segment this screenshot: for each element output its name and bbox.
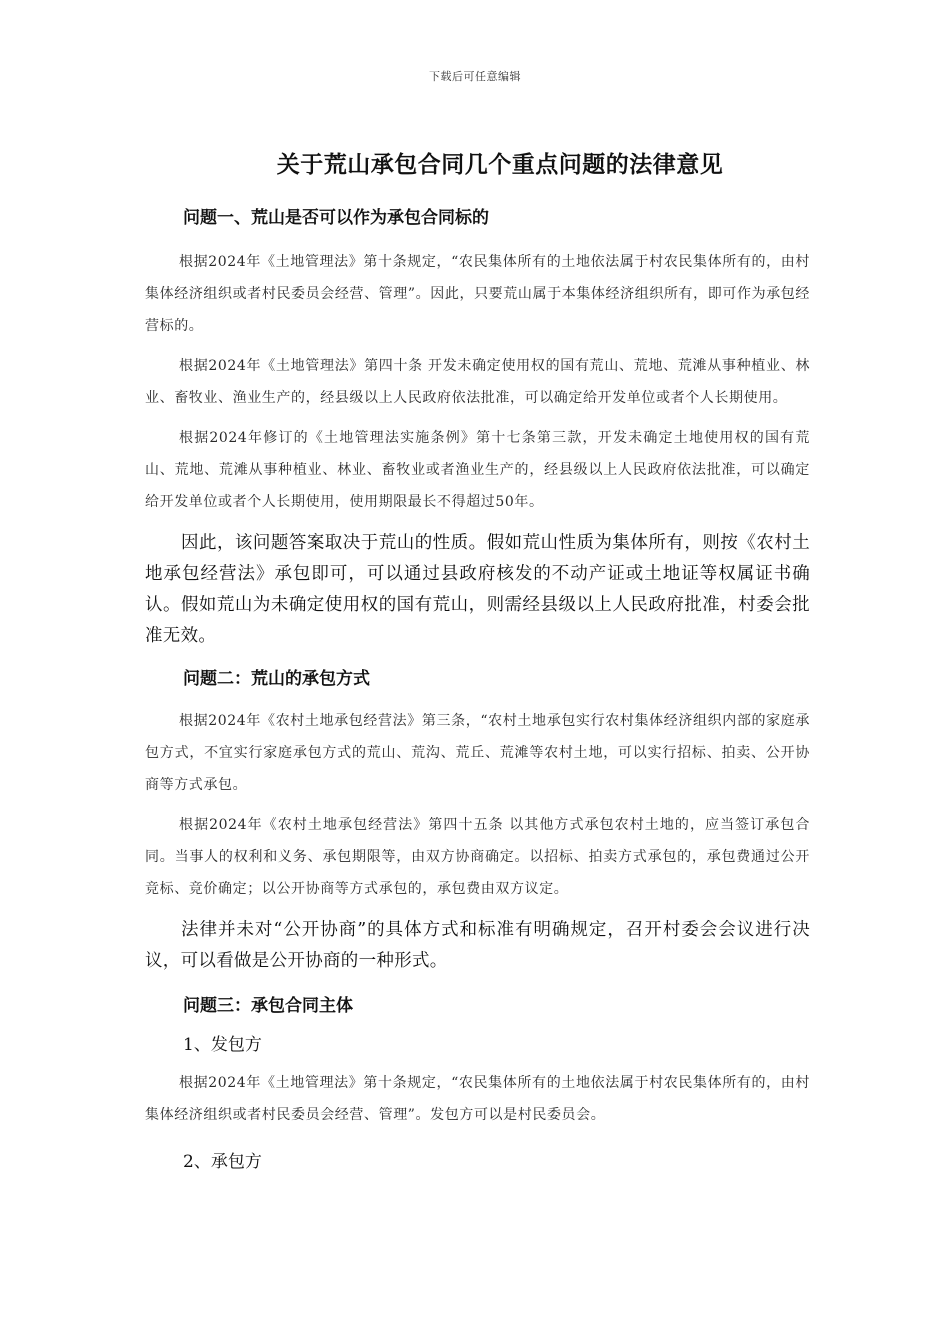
document-title: 关于荒山承包合同几个重点问题的法律意见 xyxy=(276,151,724,178)
page-header-note: 下载后可任意编辑 xyxy=(429,70,521,83)
section-heading-q1: 问题一、荒山是否可以作为承包合同标的 xyxy=(183,208,489,228)
paragraph: 根据2024年《土地管理法》第十条规定，“农民集体所有的土地依法属于村农民集体所有的，由村集体经济组织或者村民委员会经营、管理”。因此，只要荒山属于本集体经济组织所有，即可作为承包经营标的。 xyxy=(145,254,810,334)
section-heading-q2: 问题二：荒山的承包方式 xyxy=(183,669,370,689)
conclusion-paragraph: 法律并未对“公开协商”的具体方式和标准有明确规定，召开村委会会议进行决议，可以看做是公开协商的一种形式。 xyxy=(145,920,810,971)
paragraph: 根据2024年《农村土地承包经营法》第四十五条 以其他方式承包农村土地的，应当签订承包合同。当事人的权利和义务、承包期限等，由双方协商确定。以招标、拍卖方式承包的，承包费通过公开竞标、竞价确定；以公开协商等方式承包的，承包费由双方议定。 xyxy=(145,817,810,897)
conclusion-paragraph: 因此，该问题答案取决于荒山的性质。假如荒山性质为集体所有，则按《农村土地承包经营法》承包即可，可以通过县政府核发的不动产证或土地证等权属证书确认。假如荒山为未确定使用权的国有荒山，则需经县级以上人民政府批准，村委会批准无效。 xyxy=(145,533,810,646)
sub-heading-contractor: 2、承包方 xyxy=(183,1152,262,1172)
paragraph: 根据2024年《土地管理法》第四十条 开发未确定使用权的国有荒山、荒地、荒滩从事种植业、林业、畜牧业、渔业生产的，经县级以上人民政府依法批准，可以确定给开发单位或者个人长期使用。 xyxy=(145,358,810,406)
sub-heading-issuer: 1、发包方 xyxy=(183,1035,262,1055)
section-heading-q3: 问题三：承包合同主体 xyxy=(183,996,353,1016)
paragraph: 根据2024年《土地管理法》第十条规定，“农民集体所有的土地依法属于村农民集体所有的，由村集体经济组织或者村民委员会经营、管理”。发包方可以是村民委员会。 xyxy=(145,1075,810,1123)
document-body xyxy=(145,203,810,1172)
paragraph: 根据2024年《农村土地承包经营法》第三条，“农村土地承包实行农村集体经济组织内部的家庭承包方式，不宜实行家庭承包方式的荒山、荒沟、荒丘、荒滩等农村土地，可以实行招标、拍卖、公开协商等方式承包。 xyxy=(145,713,810,793)
paragraph: 根据2024年修订的《土地管理法实施条例》第十七条第三款，开发未确定土地使用权的国有荒山、荒地、荒滩从事种植业、林业、畜牧业或者渔业生产的，经县级以上人民政府依法批准，可以确定给开发单位或者个人长期使用，使用期限最长不得超过50年。 xyxy=(145,430,810,510)
